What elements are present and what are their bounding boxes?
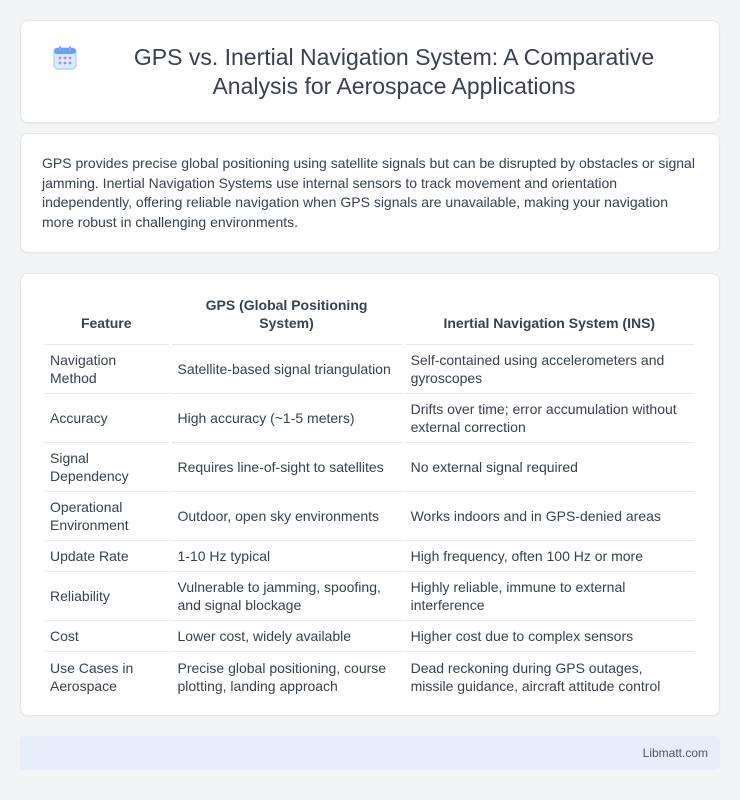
cell-ins: High frequency, often 100 Hz or more [405,541,694,572]
cell-gps: Vulnerable to jamming, spoofing, and signal blockage [172,572,402,621]
page-title: GPS vs. Inertial Navigation System: A Comparative Analysis for Aerospace Applications [133,43,655,99]
cell-ins: Drifts over time; error accumulation without external correction [405,394,694,443]
table-row [44,345,694,394]
table-header-row [44,294,694,345]
cell-feature: Use Cases in Aerospace [50,659,134,694]
cell-ins: Highly reliable, immune to external interference [405,572,694,621]
footer [20,736,720,770]
comparison-card [20,273,720,716]
comparison-table [41,294,697,701]
cell-gps: High accuracy (~1-5 meters) [172,394,402,443]
cell-gps: Precise global positioning, course plotting, landing approach [177,659,387,694]
header-feature: Feature [44,294,169,345]
intro-card [20,133,720,253]
cell-gps: Satellite-based signal triangulation [172,345,402,394]
header-gps: GPS (Global Positioning System) [172,294,402,345]
table-row [44,621,694,652]
table-row [44,652,694,701]
cell-feature: Signal Dependency [44,443,169,492]
cell-gps: 1-10 Hz typical [172,541,402,572]
footer-link[interactable]: Libmatt.com [642,746,708,760]
table-row [44,394,694,443]
header-ins: Inertial Navigation System (INS) [405,294,694,345]
cell-ins: No external signal required [405,443,694,492]
table-row [44,541,694,572]
calendar-icon [51,44,79,72]
cell-ins: Works indoors and in GPS-denied areas [405,492,694,541]
cell-feature: Navigation Method [44,345,169,394]
cell-feature: Reliability [44,572,169,621]
cell-gps: Outdoor, open sky environments [172,492,402,541]
intro-text: GPS provides precise global positioning using satellite signals but can be disrupted by obstacles or signal jamming. Inertial Navigation Systems use internal sensors to track movement and orientation independently, offering reliable navigation when GPS signals are unavailable, making your navigation more robust in challenging environments. [42,155,695,230]
cell-feature: Operational Environment [44,492,169,541]
cell-ins: Self-contained using accelerometers and gyroscopes [405,345,694,394]
cell-feature: Cost [44,621,169,652]
table-row [44,443,694,492]
cell-gps: Requires line-of-sight to satellites [172,443,402,492]
cell-ins: Dead reckoning during GPS outages, missile guidance, aircraft attitude control [410,659,661,694]
cell-feature: Update Rate [44,541,169,572]
cell-feature: Accuracy [44,394,169,443]
table-row [44,572,694,621]
cell-ins: Higher cost due to complex sensors [405,621,694,652]
table-row [44,492,694,541]
title-card [20,20,720,123]
cell-gps: Lower cost, widely available [172,621,402,652]
